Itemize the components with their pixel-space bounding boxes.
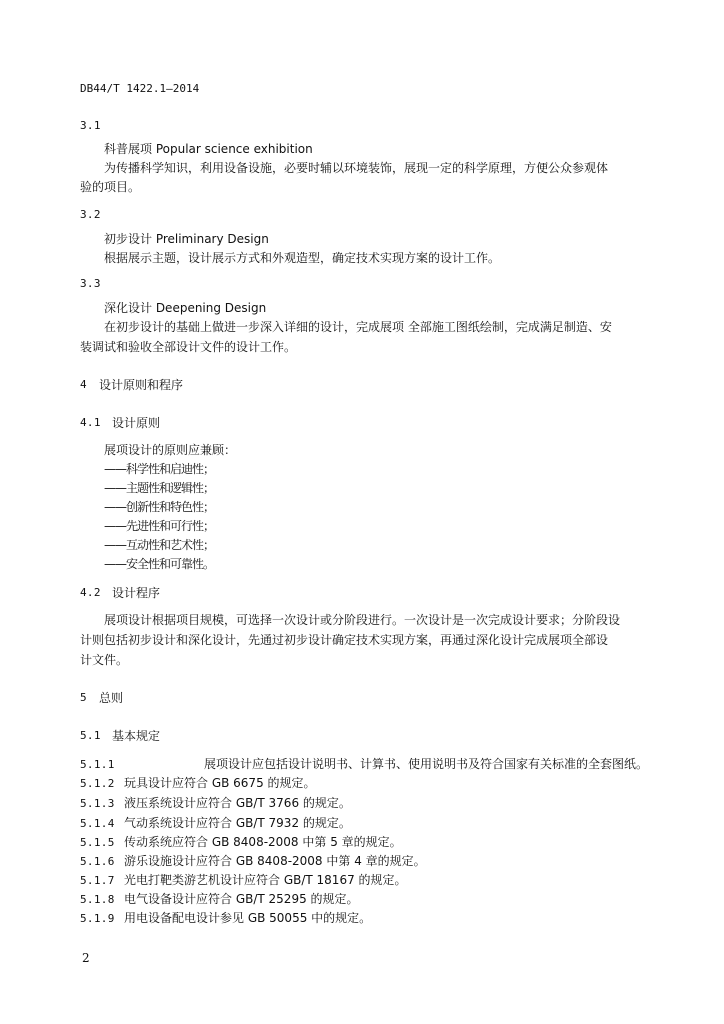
clause-row xyxy=(80,853,426,870)
subsection-number: 5.1 xyxy=(80,729,101,742)
clause-number: 5.1.1 xyxy=(80,758,115,771)
term-definition-line: 在初步设计的基础上做进一步深入详细的设计，完成展项 全部施工图纸绘制，完成满足制造、安 xyxy=(104,320,612,334)
clause-number: 5.1.9 xyxy=(80,912,115,925)
paragraph-line: 计文件。 xyxy=(80,653,129,667)
clause-number: 5.1.2 xyxy=(80,777,115,790)
clause-text: 电气设备设计应符合 GB/T 25295 的规定。 xyxy=(124,892,359,906)
term-number: 3.2 xyxy=(80,208,101,221)
clause-row xyxy=(80,815,351,832)
section-heading: 设计原则和程序 xyxy=(99,378,184,392)
clause-row xyxy=(80,891,359,908)
term-number: 3.3 xyxy=(80,277,101,290)
clause-text: 用电设备配电设计参见 GB 50055 中的规定。 xyxy=(124,911,372,925)
clause-text: 气动系统设计应符合 GB/T 7932 的规定。 xyxy=(124,816,351,830)
clause-text: 玩具设计应符合 GB 6675 的规定。 xyxy=(124,776,316,790)
clause-number: 5.1.4 xyxy=(80,817,115,830)
clause-number: 5.1.5 xyxy=(80,836,115,849)
principles-intro: 展项设计的原则应兼顾： xyxy=(104,443,237,457)
term-definition-line: 装调试和验收全部设计文件的设计工作。 xyxy=(80,340,297,354)
term-title: 科普展项 Popular science exhibition xyxy=(104,142,313,156)
subsection-number: 4.1 xyxy=(80,416,101,429)
clause-text: 光电打靶类游艺机设计应符合 GB/T 18167 的规定。 xyxy=(124,873,407,887)
clause-row xyxy=(80,795,351,812)
clause-text: 游乐设施设计应符合 GB 8408-2008 中第 4 章的规定。 xyxy=(124,854,426,868)
clause-row xyxy=(80,834,402,851)
term-title: 深化设计 Deepening Design xyxy=(104,301,267,315)
term-number: 3.1 xyxy=(80,119,101,132)
clause-number: 5.1.7 xyxy=(80,874,115,887)
term-definition-line: 验的项目。 xyxy=(80,180,141,194)
term-definition-line: 为传播科学知识，利用设备设施，必要时辅以环境装饰，展现一定的科学原理，方便公众参观体 xyxy=(104,161,609,175)
clause-number: 5.1.8 xyxy=(80,893,115,906)
principle-item: ——互动性和艺术性； xyxy=(104,538,215,552)
term-definition-line: 根据展示主题，设计展示方式和外观造型，确定技术实现方案的设计工作。 xyxy=(104,251,501,265)
page-number: 2 xyxy=(82,951,90,965)
paragraph-line: 计则包括初步设计和深化设计，先通过初步设计确定技术实现方案，再通过深化设计完成展项全部设 xyxy=(80,633,609,647)
subsection-heading: 设计程序 xyxy=(112,586,161,600)
clause-row xyxy=(80,775,316,792)
clause-number: 5.1.3 xyxy=(80,797,115,810)
document-code: DB44/T 1422.1—2014 xyxy=(80,82,200,95)
clause-number: 5.1.6 xyxy=(80,855,115,868)
subsection-number: 4.2 xyxy=(80,586,101,599)
clause-text: 展项设计应包括设计说明书、计算书、使用说明书及符合国家有关标准的全套图纸。 xyxy=(204,757,649,771)
section-heading: 总则 xyxy=(99,691,124,705)
principle-item: ——创新性和特色性； xyxy=(104,500,215,514)
principle-item: ——先进性和可行性； xyxy=(104,519,215,533)
clause-text: 液压系统设计应符合 GB/T 3766 的规定。 xyxy=(124,796,351,810)
clause-text: 传动系统应符合 GB 8408-2008 中第 5 章的规定。 xyxy=(124,835,402,849)
section-number: 5 xyxy=(80,691,87,704)
clause-row xyxy=(80,872,407,889)
term-title: 初步设计 Preliminary Design xyxy=(104,232,269,246)
paragraph-line: 展项设计根据项目规模，可选择一次设计或分阶段进行。一次设计是一次完成设计要求；分阶段设 xyxy=(104,613,621,627)
clause-row xyxy=(80,756,649,773)
subsection-heading: 基本规定 xyxy=(112,729,161,743)
clause-row xyxy=(80,910,372,927)
principle-item: ——主题性和逻辑性； xyxy=(104,481,215,495)
subsection-heading: 设计原则 xyxy=(112,416,161,430)
principle-item: ——安全性和可靠性。 xyxy=(104,557,215,571)
section-number: 4 xyxy=(80,378,87,391)
principle-item: ——科学性和启迪性； xyxy=(104,462,215,476)
